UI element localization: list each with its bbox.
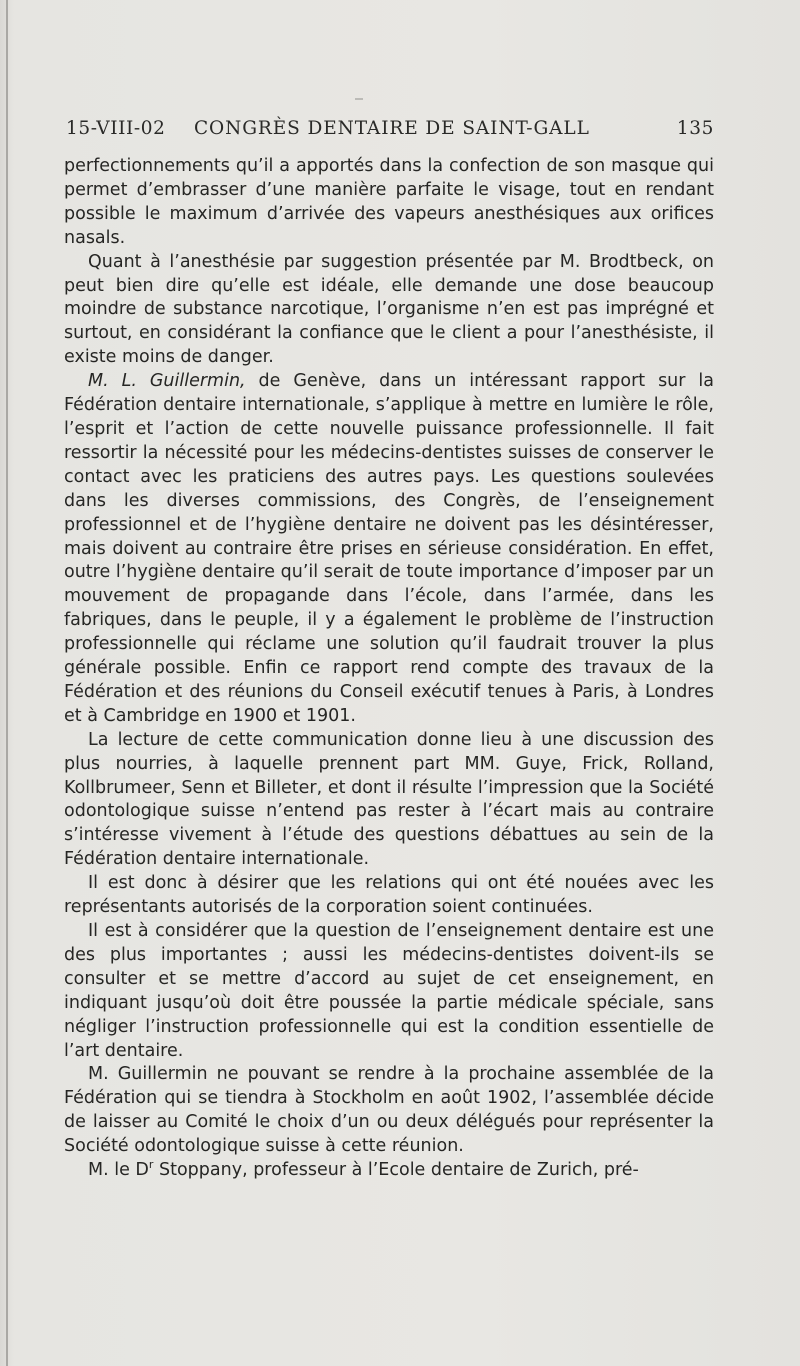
paragraph-5 [64,872,714,920]
paragraph-3 [64,370,714,729]
paragraph-text: Stoppany, professeur à l’Ecole dentaire de Zurich, pré- [153,1160,639,1181]
paragraph-text: Quant à l’anesthésie par suggestion présentée par M. Brodtbeck, on peut bien dire qu’elle est idéale, elle demande une dose beaucoup moindre de substance narcotique, l’organisme n’en est pas imprégné et surtout, en considérant la confiance que le client a pour l’anesthésiste, il existe moins de danger. [64,251,714,368]
paragraph-text: La lecture de cette communication donne lieu à une discussion des plus nourries, à laquelle prennent part MM. Guye, Frick, Rolland, Kollbrumeer, Senn et Billeter, et dont il résulte l’impression que la Société odontologique suisse n’entend pas rester à l’écart mais au contraire s’intéresse vivement à l’étude des questions débattues au sein de la Fédération dentaire internationale. [64,729,714,870]
paragraph-lead: M. le D [88,1160,149,1181]
paragraph-text: perfectionnements qu’il a apportés dans la confection de son masque qui permet d’embrasser d’une manière parfaite le visage, tout en rendant possible le maximum d’arrivée des vapeurs anesthésiques aux orifices nasals. [64,156,714,248]
header-date: 15-VIII-02 [66,118,166,139]
page-edge [6,0,8,1366]
body-text [64,155,714,1183]
header-title: CONGRÈS DENTAIRE DE SAINT-GALL [194,118,590,139]
scan-speck [355,98,363,100]
paragraph-text: Il est donc à désirer que les relations qui ont été nouées avec les représentants autorisés de la corporation soient continuées. [64,873,714,918]
paragraph-4 [64,729,714,872]
paragraph-1 [64,155,714,251]
paragraph-text: de Genève, dans un intéressant rapport sur la Fédération dentaire internationale, s’applique à mettre en lumière le rôle, l’esprit et l’action de cette nouvelle puissance professionnelle. Il fait ressortir la nécessité pour les médecins-dentistes suisses de conserver le contact avec les praticiens des autres pays. Les questions soulevées dans les diverses commissions, des Congrès, de l’enseignement professionnel et de l’hygiène dentaire ne doivent pas les désintéresser, mais doivent au contraire être prises en sérieuse considération. En effet, outre l’hygiène dentaire qu’il serait de toute importance d’imposer par un mouvement de propagande dans l’école, dans l’armée, dans les fabriques, dans le peuple, il y a également le problème de l’instruction professionnelle qui réclame une solution qu’il faudrait trouver la plus générale possible. Enfin ce rapport rend compte des travaux de la Fédération et des réunions du Conseil exécutif tenues à Paris, à Londres et à Cambridge en 1900 et 1901. [64,371,714,726]
paragraph-text: Il est à considérer que la question de l’enseignement dentaire est une des plus importantes ; aussi les médecins-dentistes doivent-ils se consulter et se mettre d’accord au sujet de cet enseignement, en indiquant jusqu’où doit être poussée la partie médicale spéciale, sans négliger l’instruction professionnelle qui est la condition essentielle de l’art dentaire. [64,921,714,1061]
paragraph-7 [64,1063,714,1159]
speaker-name: M. L. Guillermin, [88,371,246,392]
paragraph-6 [64,920,714,1063]
paragraph-8 [64,1159,714,1183]
paragraph-2 [64,251,714,371]
running-header [66,118,714,144]
page-number: 135 [676,118,714,139]
paragraph-text: M. Guillermin ne pouvant se rendre à la prochaine assemblée de la Fédération qui se tiendra à Stockholm en août 1902, l’assemblée décide de laisser au Comité le choix d’un ou deux délégués pour représenter la Société odontologique suisse à cette réunion. [64,1064,714,1157]
superscript: r [148,1158,154,1172]
